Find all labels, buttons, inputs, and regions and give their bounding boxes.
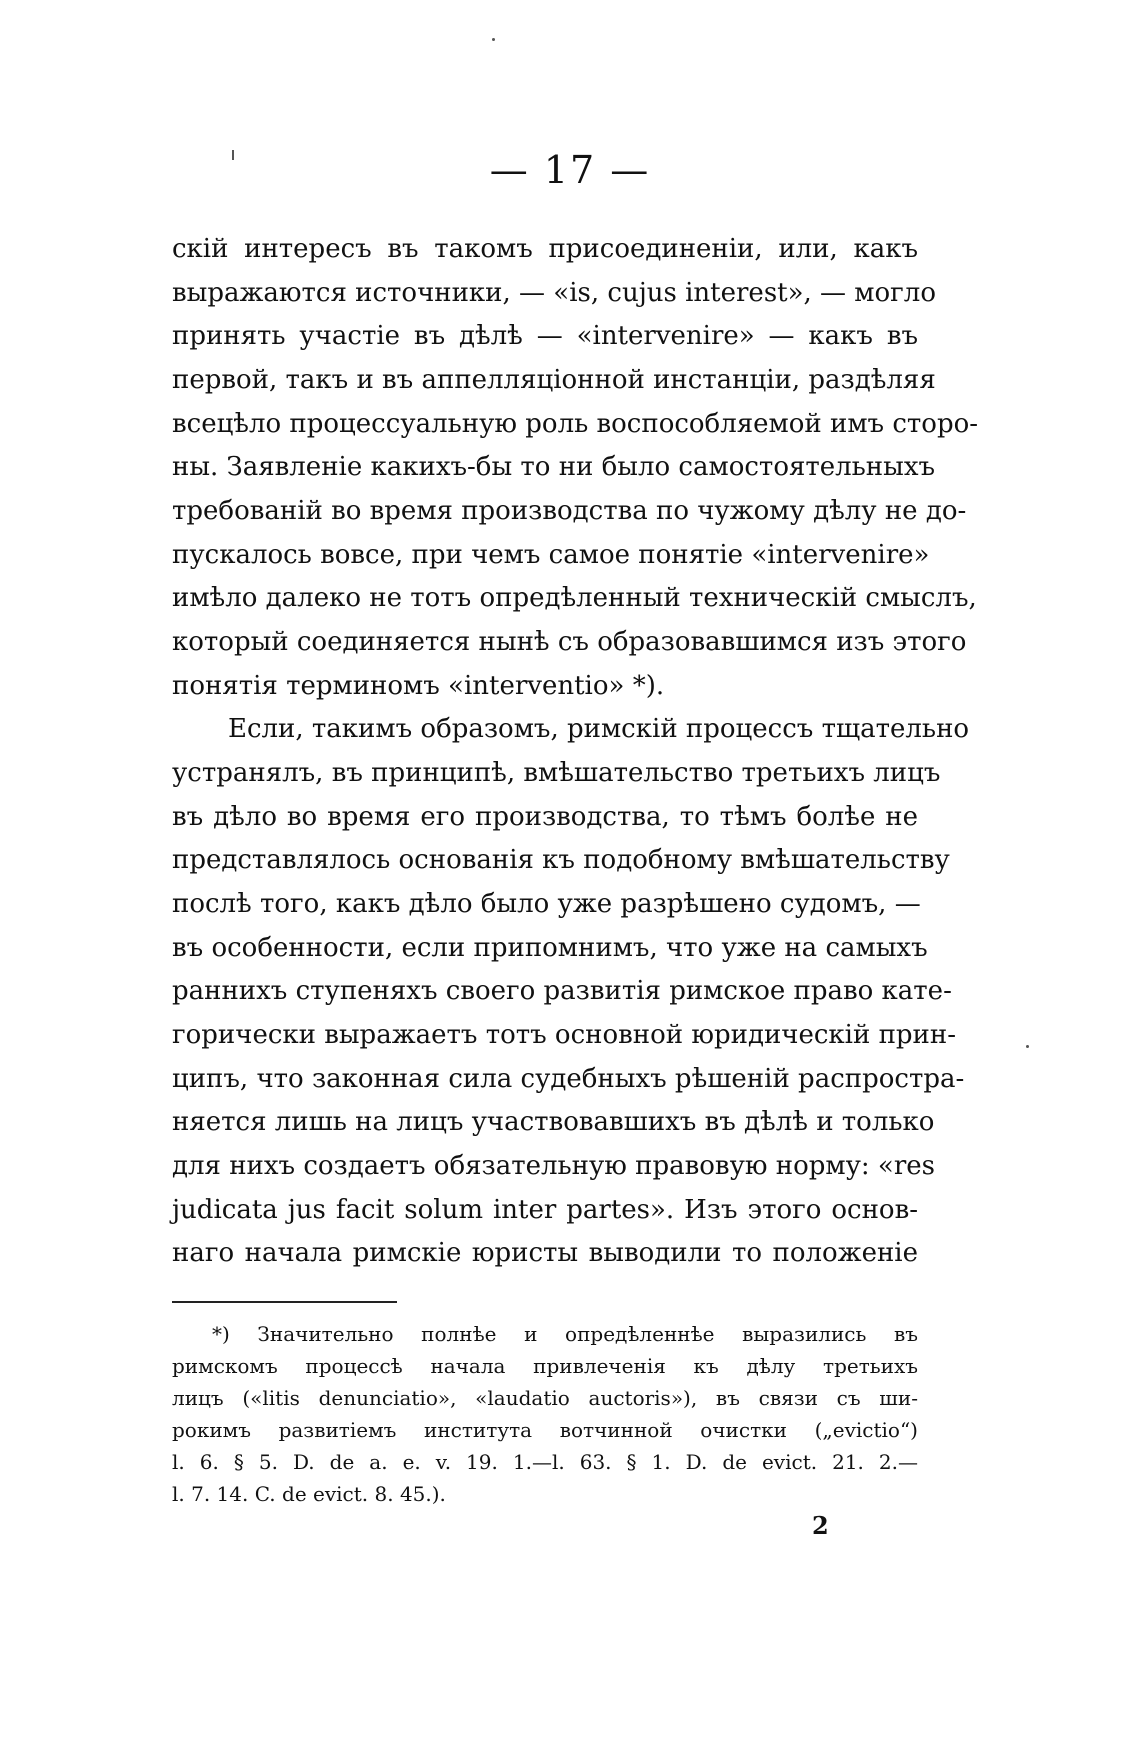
page-number: — 17 — bbox=[489, 148, 651, 192]
body-line: ны. Заявленіе какихъ-бы то ни было самостоятельныхъ bbox=[172, 452, 936, 482]
body-line: первой, такъ и въ аппелляціонной инстанціи, раздѣляя bbox=[172, 365, 936, 395]
body-line: понятія терминомъ «interventio» *). bbox=[172, 671, 665, 701]
footnote-line: лицъ («litis denunciatio», «laudatio auctoris»), въ связи съ ши- bbox=[172, 1386, 918, 1410]
body-line: пускалось вовсе, при чемъ самое понятіе «intervenire» bbox=[172, 540, 930, 570]
body-line: устранялъ, въ принципѣ, вмѣшательство третьихъ лицъ bbox=[172, 758, 941, 788]
body-line: послѣ того, какъ дѣло было уже разрѣшено судомъ, — bbox=[172, 889, 921, 919]
body-line: ципъ, что законная сила судебныхъ рѣшеній распростра- bbox=[172, 1064, 965, 1094]
body-line: скій интересъ въ такомъ присоединеніи, или, какъ bbox=[172, 234, 918, 264]
body-line: который соединяется нынѣ съ образовавшимся изъ этого bbox=[172, 627, 967, 657]
body-line: всецѣло процессуальную роль воспособляемой имъ сторо- bbox=[172, 409, 979, 439]
body-line: наго начала римскіе юристы выводили то положеніе bbox=[172, 1238, 918, 1268]
body-line: въ дѣло во время его производства, то тѣмъ болѣе не bbox=[172, 802, 918, 832]
footnote-line: l. 6. § 5. D. de a. e. v. 19. 1.—l. 63. § 1. D. de evict. 21. 2.— bbox=[172, 1450, 918, 1474]
signature-mark: 2 bbox=[812, 1511, 829, 1540]
body-line: горически выражаетъ тотъ основной юридическій прин- bbox=[172, 1020, 956, 1050]
footnote-divider bbox=[172, 1301, 397, 1303]
body-line: въ особенности, если припомнимъ, что уже на самыхъ bbox=[172, 933, 928, 963]
body-line: имѣло далеко не тотъ опредѣленный техническій смыслъ, bbox=[172, 583, 977, 613]
footnote-line: l. 7. 14. C. de evict. 8. 45.). bbox=[172, 1482, 446, 1506]
body-line: няется лишь на лицъ участвовавшихъ въ дѣлѣ и только bbox=[172, 1107, 935, 1137]
ink-speck bbox=[492, 38, 495, 41]
ink-speck bbox=[1026, 1045, 1029, 1048]
body-line: judicata jus facit solum inter partes». Изъ этого основ- bbox=[172, 1195, 918, 1225]
body-line: Если, такимъ образомъ, римскій процессъ тщательно bbox=[228, 714, 970, 744]
body-line: требованій во время производства по чужому дѣлу не до- bbox=[172, 496, 967, 526]
body-line: выражаются источники, — «is, cujus interest», — могло bbox=[172, 278, 936, 308]
body-line: представлялось основанія къ подобному вмѣшательству bbox=[172, 845, 950, 875]
footnote-line: рокимъ развитіемъ института вотчинной очистки („evictio“) bbox=[172, 1418, 918, 1442]
footnote-line: римскомъ процессѣ начала привлеченія къ дѣлу третьихъ bbox=[172, 1354, 918, 1378]
body-line: принять участіе въ дѣлѣ — «intervenire» — какъ въ bbox=[172, 321, 918, 351]
body-line: для нихъ создаетъ обязательную правовую норму: «res bbox=[172, 1151, 936, 1181]
footnote-line: *) Значительно полнѣе и опредѣленнѣе выразились въ bbox=[212, 1322, 918, 1346]
body-line: раннихъ ступеняхъ своего развитія римское право кате- bbox=[172, 976, 952, 1006]
